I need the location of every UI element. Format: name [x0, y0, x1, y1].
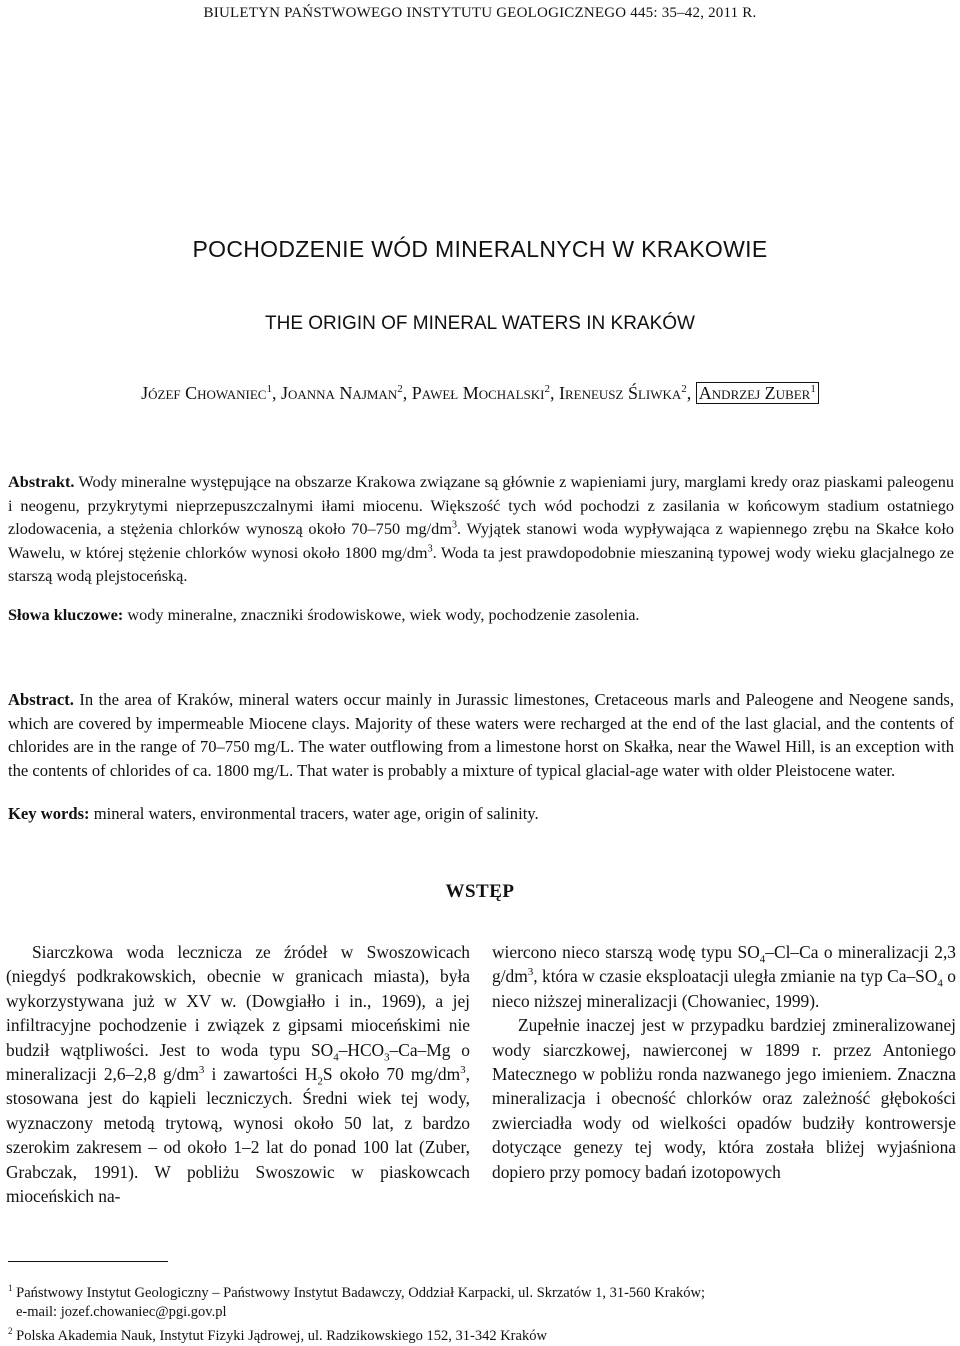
- abstract-english: Abstract. In the area of Kraków, mineral waters occur mainly in Jurassic limestones, Cretaceous marls and Paleogene and Neogene sands, which are covered by impermeable Miocene clays. Majority of these waters were recharged at the end of the last glacial, and the contents of chlorides are in the range of 70–750 mg/L. The water outflowing from a limestone horst on Skałka, near the Wawel Hill, is an exception with the contents of chlorides of ca. 1800 mg/L. That water is probably a mixture of typical glacial-age water with older Pleistocene water.: [8, 690, 954, 780]
- article-title: POCHODZENIE WÓD MINERALNYCH W KRAKOWIE: [192, 236, 768, 262]
- body-column-right: [492, 940, 956, 1184]
- footnote: $^2$ Polska Akademia Nauk, Instytut Fizyki Jądrowej, ul. Radzikowskiego 152, 31-342 Kraków: [8, 1325, 547, 1344]
- keywords-label-english: Key words:: [8, 804, 90, 823]
- author-list: [0, 383, 960, 404]
- body-paragraph: Siarczkowa woda lecznicza ze źródeł w Swoszowicach (niegdyś podkrakowskich, obecnie w granicach miasta), była wykorzystywana już w XV w. (Dowgiałło i in., 1969), a jej infiltracyjne pochodzenie i związek z gipsami mioceńskimi nie budził wątpliwości. Jest to woda typu $SO_4-HCO_3-Ca-Mg$ o mineralizacji 2,6–2,8 $g/dm^3$ i zawartości $H_2S$ około 70 $mg/dm^3$, stosowana jest do kąpieli leczniczych. Średni wiek tej wody, wyznaczony metodą trytową, wynosi około 50 lat, z bardzo szerokim zakresem – od około 1–2 lat do ponad 100 lat (Zuber, Grabczak, 1991). W pobliżu Swoszowic w piaskowcach mioceńskich na-: [6, 942, 470, 1207]
- abstract-polish: Abstrakt. Wody mineralne występujące na obszarze Krakowa związane są głównie z wapieniami jury, marglami kredy oraz piaskami paleogenu i neogenu, przykrytymi nieprzepuszczalnymi iłami miocenu. Większość tych wód pochodzi z zasilania w końcowym stadium ostatniego zlodowacenia, a stężenia chlorków wynoszą około 70–750 $mg/dm^3$. Wyjątek stanowi woda wypływająca z wapiennego zrębu na Skałce koło Wawelu, w której stężenie chlorków wynosi około 1800 $mg/dm^3$. Woda ta jest prawdopodobnie mieszaniną typowej wody wieku glacjalnego ze starszą wodą plejstoceńską.: [8, 472, 954, 586]
- footnote-divider: [8, 1261, 168, 1262]
- footnote-email: e-mail: jozef.chowaniec@pgi.gov.pl: [16, 1303, 227, 1320]
- author: Paweł Mochalski$^2$,: [411, 383, 559, 403]
- keywords-english: Key words: mineral waters, environmental tracers, water age, origin of salinity.: [8, 804, 539, 823]
- footnotes: [8, 1279, 954, 1346]
- section-heading: WSTĘP: [445, 881, 515, 902]
- body-paragraph: Zupełnie inaczej jest w przypadku bardziej zmineralizowanej wody siarczkowej, nawierconej w 1899 r. przez Antoniego Matecznego w pobliżu ronda nazwanego jego imieniem. Znaczna mineralizacja i obecność chlorków oraz zależność głębokości zwierciadła wody od wielkości opadów budziły kontrowersje dotyczące genezy tej wody, która została bliżej wyjaśniona dopiero przy pomocy badań izotopowych: [492, 1015, 956, 1182]
- author: Joanna Najman$^2$,: [280, 383, 412, 403]
- abstract-label: Abstrakt.: [8, 472, 75, 491]
- journal-header: BIULETYN PAŃSTWOWEGO INSTYTUTU GEOLOGICZNEGO 445: 35–42, 2011 R.: [203, 5, 757, 21]
- author: Ireneusz Śliwka$^2$,: [558, 383, 696, 403]
- body-paragraph: wiercono nieco starszą wodę typu $SO_4-Cl-Ca$ o mineralizacji 2,3 $g/dm^3$, która w czasie eksploatacji uległa zmianie na typ $Ca-SO_4$ o nieco niższej mineralizacji (Chowaniec, 1999).: [492, 942, 956, 1011]
- abstract-label-english: Abstract.: [8, 690, 74, 709]
- keywords-polish: Słowa kluczowe: wody mineralne, znaczniki środowiskowe, wiek wody, pochodzenie zasolenia.: [8, 605, 640, 624]
- keywords-label: Słowa kluczowe:: [8, 605, 124, 624]
- author-highlighted: Andrzej Zuber$^1$: [696, 382, 819, 404]
- author: Józef Chowaniec$^1$,: [141, 383, 281, 403]
- article-title-english: THE ORIGIN OF MINERAL WATERS IN KRAKÓW: [265, 313, 695, 334]
- body-column-left: [6, 940, 470, 1208]
- footnote: $^1$ Państwowy Instytut Geologiczny – Państwowy Instytut Badawczy, Oddział Karpacki, ul. Skrzatów 1, 31-560 Kraków;: [8, 1283, 706, 1301]
